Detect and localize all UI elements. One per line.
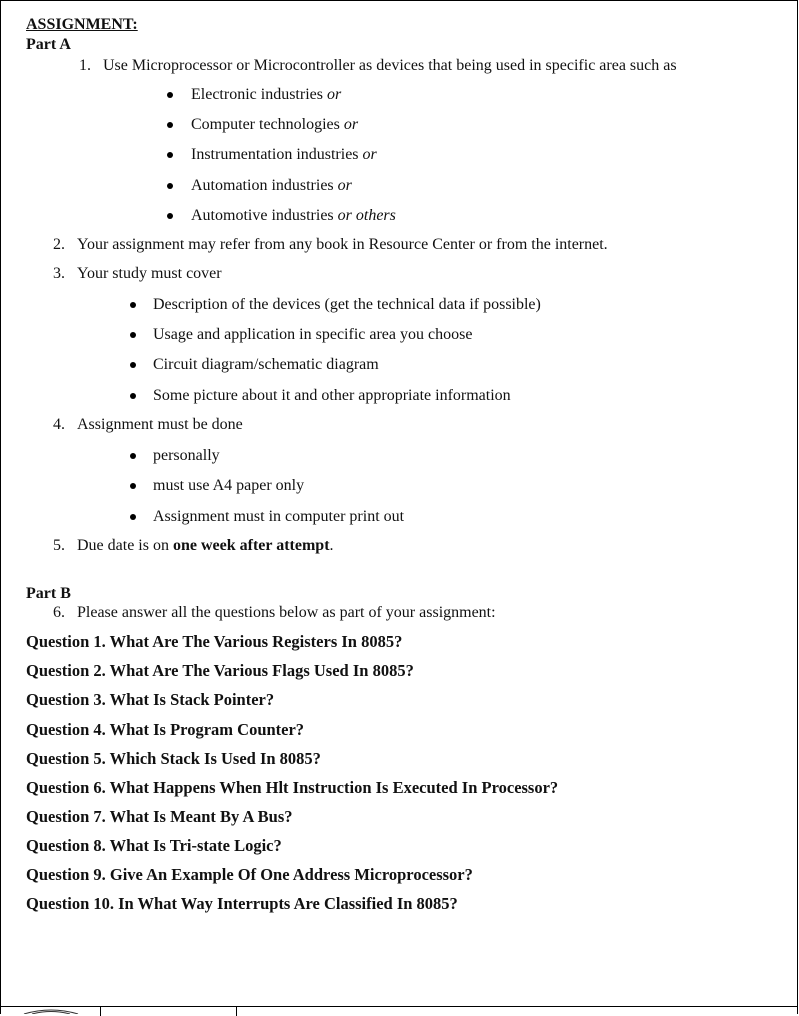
bullet-item: Instrumentation industries or [191,146,377,163]
assignment-heading: ASSIGNMENT: [26,16,138,33]
footer-divider [0,1006,798,1007]
item-text: Your study must cover [77,265,222,282]
question-6: Question 6. What Happens When Hlt Instruction Is Executed In Processor? [26,778,559,797]
bullet-item: Description of the devices (get the technical data if possible) [153,296,541,313]
question-9: Question 9. Give An Example Of One Address Microprocessor? [26,865,473,884]
item-number: 5. [53,537,65,554]
question-4: Question 4. What Is Program Counter? [26,720,305,739]
item-text: Use Microprocessor or Microcontroller as devices that being used in specific area such as [103,57,677,74]
item-number: 2. [53,236,65,253]
bullet-item: Electronic industries or [191,86,342,103]
bullet-icon [167,152,173,158]
bullet-item: personally [153,447,220,464]
bullet-item: must use A4 paper only [153,477,305,494]
logo-icon [22,1008,80,1014]
question-5: Question 5. Which Stack Is Used In 8085? [26,749,321,768]
question-8: Question 8. What Is Tri-state Logic? [26,836,282,855]
part-b-label: Part B [26,585,71,602]
list-item-2 [53,236,608,254]
bullet-icon [167,122,173,128]
list-item-4 [53,416,243,434]
part-a-label: Part A [26,36,71,53]
item-number: 1. [79,57,91,74]
item-number: 3. [53,265,65,282]
list-item-1 [79,57,677,75]
footer-divider [100,1006,101,1016]
bullet-item: Usage and application in specific area you choose [153,326,473,343]
bullet-icon [130,393,136,399]
bullet-icon [167,92,173,98]
part-b-intro [53,604,496,622]
bullet-icon [167,183,173,189]
bullet-item: Automation industries or [191,177,352,194]
question-3: Question 3. What Is Stack Pointer? [26,690,275,709]
item-text: Due date is on one week after attempt. [77,537,334,554]
bullet-icon [130,514,136,520]
bullet-icon [130,453,136,459]
bullet-item: Some picture about it and other appropriate information [153,387,511,404]
question-1: Question 1. What Are The Various Registers In 8085? [26,632,403,651]
bullet-icon [130,302,136,308]
bullet-icon [130,362,136,368]
list-item-3 [53,265,222,283]
item-text: Assignment must be done [77,416,243,433]
list-item-5 [53,537,334,555]
bullet-icon [130,483,136,489]
bullet-item: Assignment must in computer print out [153,508,405,525]
item-number: 4. [53,416,65,433]
bullet-icon [130,332,136,338]
question-10: Question 10. In What Way Interrupts Are Classified In 8085? [26,894,458,913]
question-7: Question 7. What Is Meant By A Bus? [26,807,293,826]
item-text: Your assignment may refer from any book in Resource Center or from the internet. [77,236,608,253]
footer-divider [236,1006,237,1016]
bullet-item: Automotive industries or others [191,207,396,224]
bullet-item: Computer technologies or [191,116,359,133]
question-2: Question 2. What Are The Various Flags Used In 8085? [26,661,414,680]
item-text: Please answer all the questions below as part of your assignment: [77,604,496,621]
item-number: 6. [53,604,65,621]
bullet-icon [167,213,173,219]
bullet-item: Circuit diagram/schematic diagram [153,356,379,373]
